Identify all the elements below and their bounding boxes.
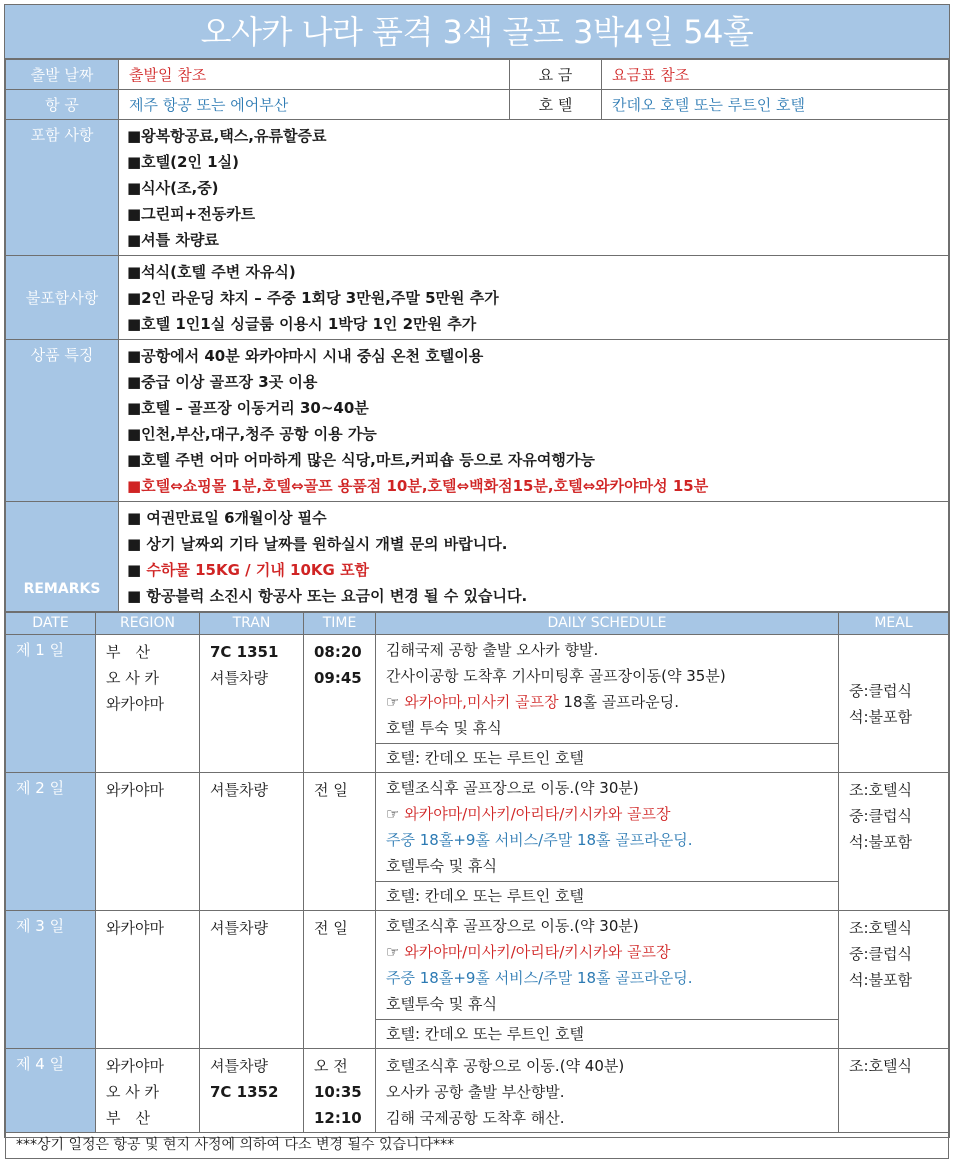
itinerary-sheet [4,4,950,1153]
header-daily: DAILY SCHEDULE [376,613,839,635]
schedule-line: 오사카 공항 출발 부산향발. [386,1083,565,1101]
header-date: DATE [6,613,96,635]
region: 부 산 [106,1109,150,1127]
region-cell [96,911,200,1049]
meal: 조:호텔식 [849,1057,913,1075]
schedule-row-day4 [6,1049,949,1133]
time: 전 일 [314,919,348,937]
region-cell [96,773,200,911]
meal: 석:불포함 [849,971,913,989]
daily-cell [376,911,839,1049]
schedule-line: 호텔조식후 공항으로 이동.(약 40분) [386,1057,625,1075]
transport: 셔틀차량 [210,669,268,687]
schedule-line: 주중 18홀+9홀 서비스/주말 18홀 골프라운딩. [386,831,693,849]
flight-number: 7C 1351 [210,643,279,661]
transport: 셔틀차량 [210,1057,268,1075]
features-list [119,340,949,502]
meal: 조:호텔식 [849,781,913,799]
schedule-line: 호텔투숙 및 휴식 [386,995,497,1013]
header-region: REGION [96,613,200,635]
feature-highlight: ■호텔⇔쇼핑몰 1분,호텔⇔골프 용품점 10분,호텔⇔백화점15분,호텔⇔와카야마성 15분 [127,477,709,495]
hotel-line: 호텔: 칸데오 또는 루트인 호텔 [386,887,585,905]
transport: 셔틀차량 [210,919,268,937]
meal: 중:클럽식 [849,807,913,825]
schedule-row-day1 [6,635,949,773]
included-item: ■왕복항공료,택스,유류할증료 [127,127,327,145]
day-label: 제 1 일 [6,635,96,773]
time: 09:45 [314,669,362,687]
round-text: 18홀 골프라운딩. [558,693,679,711]
region: 오 사 카 [106,669,160,687]
time: 전 일 [314,781,348,799]
excluded-label: 불포함사항 [6,256,119,340]
schedule-line: 호텔조식후 골프장으로 이동.(약 30분) [386,779,639,797]
schedule-line: 김해국제 공항 출발 오사카 향발. [386,641,599,659]
tran-cell [200,635,304,773]
time-cell [304,635,376,773]
included-item: ■호텔(2인 1실) [127,153,239,171]
day-label: 제 4 일 [6,1049,96,1133]
meal: 중:클럽식 [849,681,913,700]
daily-cell [376,1049,839,1133]
price-label: 요 금 [510,60,602,90]
meal-cell [839,1049,949,1133]
footer-note: ***상기 일정은 항공 및 현지 사정에 의하여 다소 변경 될수 있습니다*** [6,1133,949,1159]
meal: 석:불포함 [849,707,913,726]
depart-label: 출발 날짜 [6,60,119,90]
hotel-value: 칸데오 호텔 또는 루트인 호텔 [602,90,949,120]
time: 12:10 [314,1109,362,1127]
pointing-hand-icon: ☞ [386,805,405,823]
schedule-line: 호텔투숙 및 휴식 [386,857,497,875]
included-list [119,120,949,256]
price-value: 요금표 참조 [602,60,949,90]
page-title: 오사카 나라 품격 3색 골프 3박4일 54홀 [5,5,949,59]
time: 10:35 [314,1083,362,1101]
remarks-list [119,502,949,612]
features-label: 상품 특징 [6,340,119,502]
meal-cell [839,635,949,773]
schedule-line: 간사이공항 도착후 기사미팅후 골프장이동(약 35분) [386,667,726,685]
meal-cell [839,773,949,911]
included-item: ■식사(조,중) [127,179,219,197]
included-label: 포함 사항 [6,120,119,256]
remark-item: ■ 여권만료일 6개월이상 필수 [127,509,327,527]
excluded-item: ■호텔 1인1실 싱글룸 이용시 1박당 1인 2만원 추가 [127,315,477,333]
golf-course: 와카야마/미사키/아리타/키시카와 골프장 [404,805,671,823]
hotel-label: 호 텔 [510,90,602,120]
header-tran: TRAN [200,613,304,635]
daily-cell [376,635,839,773]
day-label: 제 2 일 [6,773,96,911]
schedule-line [386,689,832,715]
golf-course: 와카야마,미사키 골프장 [404,693,559,711]
feature-item: ■호텔 주변 어마 어마하게 많은 식당,마트,커피숍 등으로 자유여행가능 [127,451,595,469]
hotel-line: 호텔: 칸데오 또는 루트인 호텔 [386,749,585,767]
pointing-hand-icon: ☞ [386,943,405,961]
schedule-line [386,801,832,827]
transport: 셔틀차량 [210,781,268,799]
day-label: 제 3 일 [6,911,96,1049]
tran-cell [200,911,304,1049]
meal: 석:불포함 [849,833,913,851]
region: 와카야마 [106,919,164,937]
schedule-line: 호텔조식후 골프장으로 이동.(약 30분) [386,917,639,935]
region-cell [96,1049,200,1133]
included-item: ■셔틀 차량료 [127,231,219,249]
pointing-hand-icon: ☞ [386,693,405,711]
air-label: 항 공 [6,90,119,120]
time: 08:20 [314,643,362,661]
excluded-item: ■2인 라운딩 챠지 – 주중 1회당 3만원,주말 5만원 추가 [127,289,499,307]
region: 부 산 [106,643,150,661]
time-cell [304,773,376,911]
meal-cell [839,911,949,1049]
meal: 조:호텔식 [849,919,913,937]
feature-item: ■공항에서 40분 와카야마시 시내 중심 온천 호텔이용 [127,347,484,365]
feature-item: ■인천,부산,대구,청주 공항 이용 가능 [127,425,377,443]
time-cell [304,911,376,1049]
info-table [5,59,949,612]
region: 와카야마 [106,1057,164,1075]
excluded-item: ■석식(호텔 주변 자유식) [127,263,296,281]
flight-number: 7C 1352 [210,1083,279,1101]
meal: 중:클럽식 [849,945,913,963]
included-item: ■그린피+전동카트 [127,205,256,223]
feature-item: ■중급 이상 골프장 3곳 이용 [127,373,318,391]
excluded-list [119,256,949,340]
region: 와카야마 [106,695,164,713]
hotel-line: 호텔: 칸데오 또는 루트인 호텔 [386,1025,585,1043]
daily-cell [376,773,839,911]
remark-item [127,557,940,583]
tran-cell [200,773,304,911]
air-value: 제주 항공 또는 에어부산 [119,90,510,120]
remarks-label: REMARKS [6,502,119,612]
remark-item: ■ 상기 날짜외 기타 날짜를 원하실시 개별 문의 바랍니다. [127,535,508,553]
schedule-line: 김해 국제공항 도착후 해산. [386,1109,565,1127]
golf-course: 와카야마/미사키/아리타/키시카와 골프장 [404,943,671,961]
header-time: TIME [304,613,376,635]
depart-value: 출발일 참조 [119,60,510,90]
schedule-line: 호텔 투숙 및 휴식 [386,719,502,737]
schedule-table [5,612,949,1159]
schedule-row-day3 [6,911,949,1049]
time: 오 전 [314,1057,348,1075]
remark-item: ■ 항공블럭 소진시 항공사 또는 요금이 변경 될 수 있습니다. [127,587,528,605]
schedule-line [386,939,832,965]
header-meal: MEAL [839,613,949,635]
remark-mark: ■ [127,561,147,579]
time-cell [304,1049,376,1133]
region: 와카야마 [106,781,164,799]
region-cell [96,635,200,773]
schedule-row-day2 [6,773,949,911]
schedule-line: 주중 18홀+9홀 서비스/주말 18홀 골프라운딩. [386,969,693,987]
tran-cell [200,1049,304,1133]
feature-item: ■호텔 – 골프장 이동거리 30~40분 [127,399,369,417]
region: 오 사 카 [106,1083,160,1101]
baggage-remark: 수하물 15KG / 기내 10KG 포함 [146,561,370,579]
